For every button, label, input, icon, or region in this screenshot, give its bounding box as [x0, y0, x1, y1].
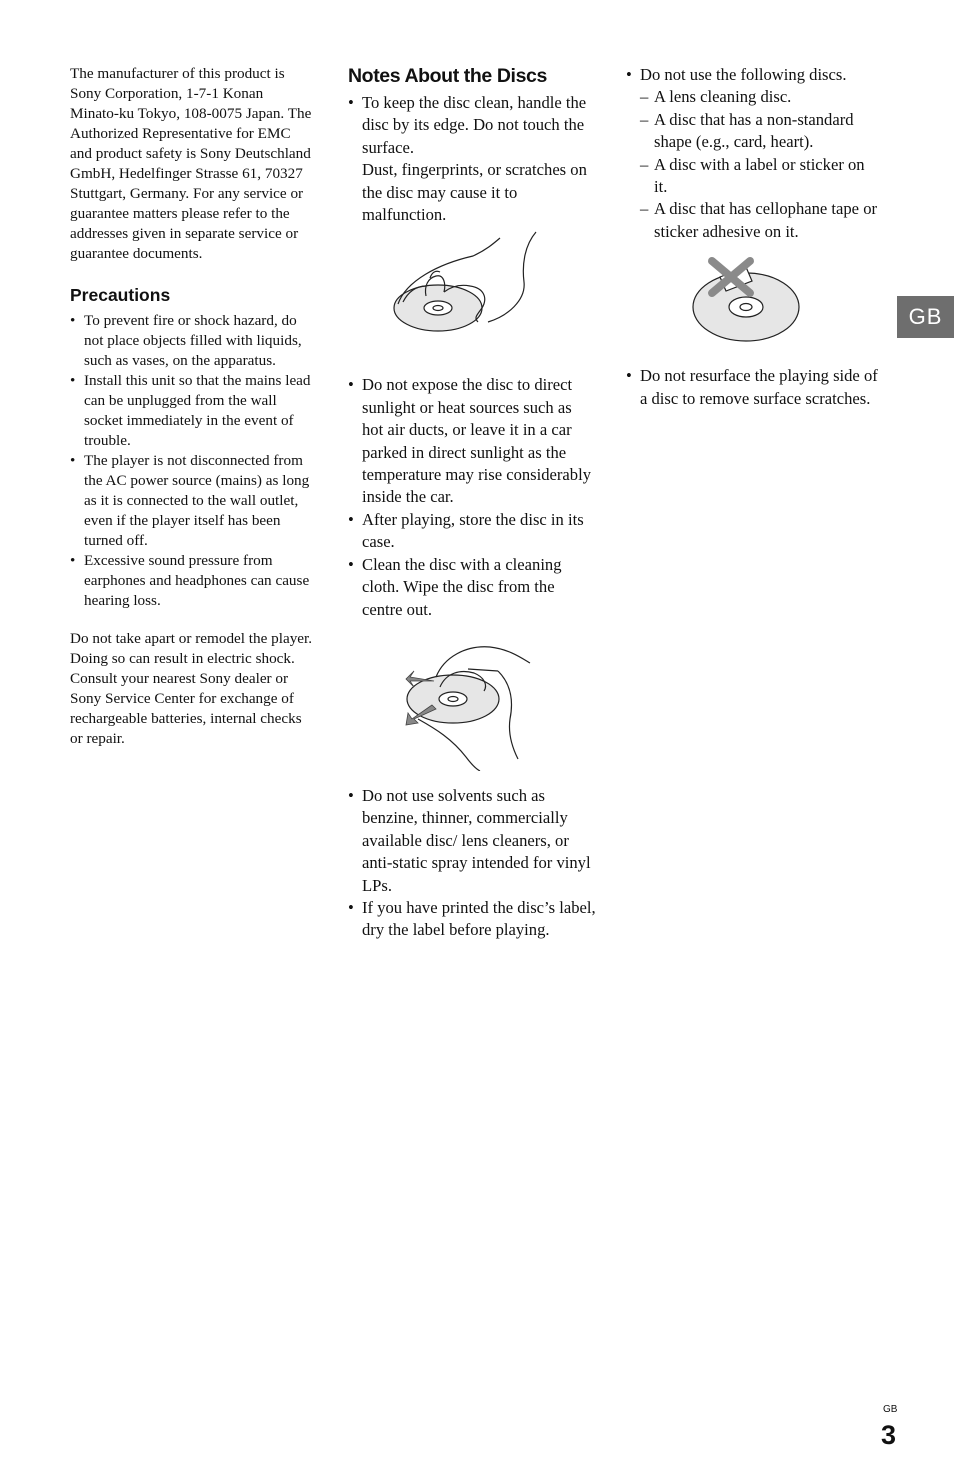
language-tab: GB — [897, 296, 954, 338]
list-item — [626, 64, 882, 243]
disc-with-sticker-illustration — [626, 251, 882, 351]
list-item: • To prevent fire or shock hazard, do not place objects filled with liquids, such as vases, on the apparatus. — [70, 311, 314, 371]
list-item: • Excessive sound pressure from earphones and headphones can cause hearing loss. — [70, 551, 314, 611]
disc-notes-list-3 — [348, 785, 596, 942]
column-right — [626, 64, 882, 410]
list-item: • The player is not disconnected from the AC power source (mains) as long as it is connected to the wall outlet, even if the player itself has been turned off. — [70, 451, 314, 551]
remodel-warning: Do not take apart or remodel the player. Doing so can result in electric shock. Consult your nearest Sony dealer or Sony Service Center for exchange of rechargeable batteries, internal checks or repair. — [70, 630, 313, 747]
list-item: – A disc that has a non-standard shape (e.g., card, heart). — [640, 109, 882, 154]
unsupported-discs-list — [640, 86, 882, 243]
disc-notes-list-1 — [348, 92, 596, 226]
list-item-text: To keep the disc clean, handle the disc by its edge. Do not touch the surface. — [362, 93, 587, 157]
list-item-text: Do not use the following discs. — [640, 65, 847, 84]
list-item — [348, 92, 596, 226]
page-number: 3 — [881, 1420, 897, 1450]
column-left — [70, 64, 314, 749]
precautions-list — [70, 311, 314, 611]
list-item-text: Dust, fingerprints, or scratches on the disc may cause it to malfunction. — [362, 160, 587, 225]
list-item: – A lens cleaning disc. — [640, 86, 882, 108]
list-item: • Do not use solvents such as benzine, thinner, commercially available disc/ lens cleaners, or anti-static spray intended for vinyl LPs. — [348, 785, 596, 897]
list-item: • After playing, store the disc in its case. — [348, 509, 596, 554]
page-language-label: GB — [883, 1404, 898, 1415]
list-item: – A disc that has cellophane tape or sticker adhesive on it. — [640, 198, 882, 243]
precautions-heading: Precautions — [70, 285, 171, 305]
list-item: • Do not resurface the playing side of a disc to remove surface scratches. — [626, 365, 882, 410]
cleaning-disc-illustration — [348, 629, 596, 771]
list-item: • If you have printed the disc’s label, dry the label before playing. — [348, 897, 596, 942]
disc-restrictions-list — [626, 64, 882, 243]
section-title: Notes About the Discs — [348, 65, 547, 87]
list-item: – A disc with a label or sticker on it. — [640, 154, 882, 199]
list-item: • Install this unit so that the mains lead can be unplugged from the wall socket immediately in the event of trouble. — [70, 371, 314, 451]
hand-holding-disc-illustration — [348, 226, 596, 356]
resurface-warning-list — [626, 365, 882, 410]
disc-notes-list-2 — [348, 374, 596, 620]
list-item: • Clean the disc with a cleaning cloth. Wipe the disc from the centre out. — [348, 554, 596, 621]
list-item: • Do not expose the disc to direct sunlight or heat sources such as hot air ducts, or leave it in a car parked in direct sunlight as the temperature may rise considerably inside the car. — [348, 374, 596, 508]
manufacturer-info: The manufacturer of this product is Sony Corporation, 1-7-1 Konan Minato-ku Tokyo, 108-0075 Japan. The Authorized Representative for EMC and product safety is Sony Deutschland GmbH, Hedelfinger Strasse 61, 70327 Stuttgart, Germany. For any service or guarantee matters please refer to the addresses given in separate service or guarantee documents. — [70, 65, 312, 262]
column-middle — [348, 64, 596, 942]
